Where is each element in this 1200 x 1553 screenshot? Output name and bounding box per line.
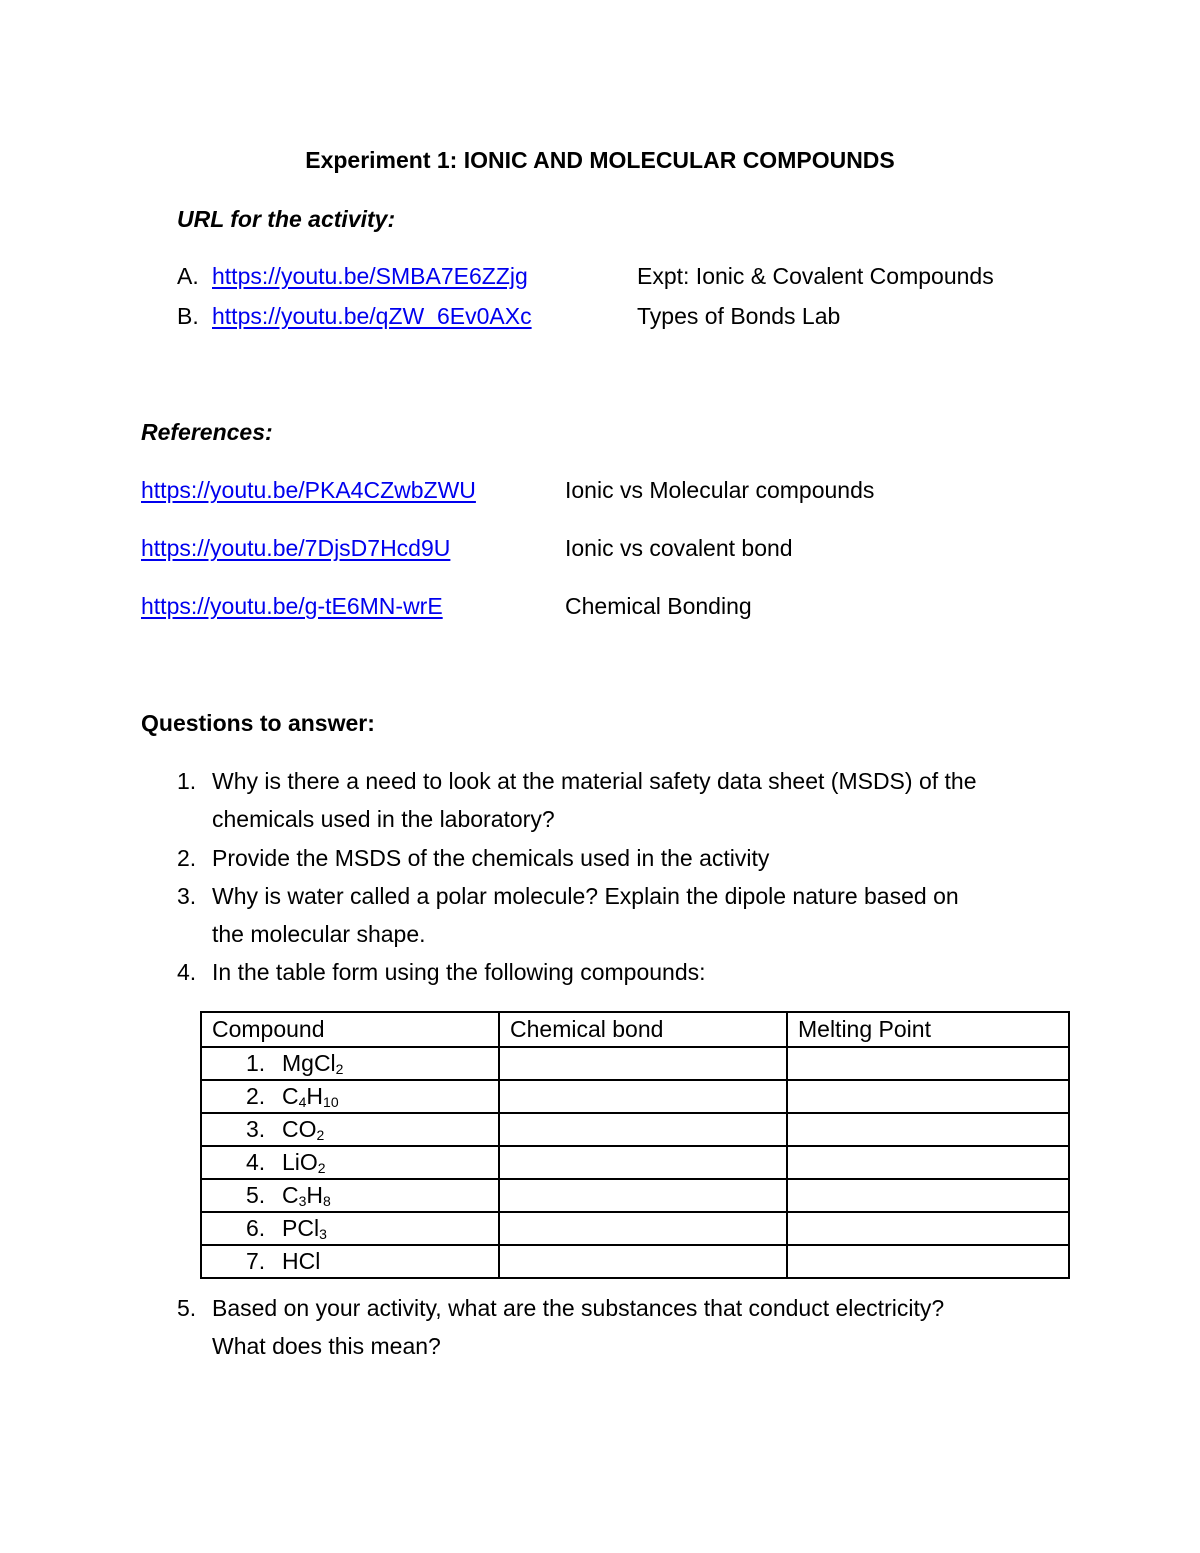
reference-desc-2: Ionic vs covalent bond [565, 535, 793, 561]
formula-subscript: 10 [323, 1094, 339, 1110]
question-4-line-1: In the table form using the following compounds: [212, 959, 706, 985]
compound-number: 4. [246, 1149, 266, 1175]
activity-marker-b: B. [177, 303, 199, 329]
activity-link-b[interactable]: https://youtu.be/qZW_6Ev0AXc [212, 303, 532, 329]
compound-number: 6. [246, 1215, 266, 1241]
compound-cell [201, 1080, 499, 1113]
table-row [201, 1146, 1069, 1179]
table-row [201, 1080, 1069, 1113]
compound-number: 3. [246, 1116, 266, 1142]
compound-number: 1. [246, 1050, 266, 1076]
question-3-line-1: Why is water called a polar molecule? Explain the dipole nature based on [212, 883, 959, 909]
question-5-line-1: Based on your activity, what are the substances that conduct electricity? [212, 1295, 945, 1321]
formula-text: H [306, 1083, 324, 1109]
formula-subscript: 3 [298, 1193, 307, 1209]
reference-desc-3: Chemical Bonding [565, 593, 752, 619]
chemical-bond-cell[interactable] [499, 1113, 787, 1146]
page-title: Experiment 1: IONIC AND MOLECULAR COMPOUNDS [305, 147, 895, 173]
compound-cell [201, 1179, 499, 1212]
compound-number: 7. [246, 1248, 266, 1274]
reference-link-1[interactable]: https://youtu.be/PKA4CZwbZWU [141, 477, 476, 503]
question-4-number: 4. [177, 959, 197, 985]
activity-desc-b: Types of Bonds Lab [637, 303, 841, 329]
melting-point-cell[interactable] [787, 1080, 1069, 1113]
formula-text: MgCl [282, 1050, 336, 1076]
melting-point-cell[interactable] [787, 1047, 1069, 1080]
formula-text: PCl [282, 1215, 320, 1241]
activity-link-a[interactable]: https://youtu.be/SMBA7E6ZZjg [212, 263, 528, 289]
chemical-bond-cell[interactable] [499, 1179, 787, 1212]
column-header-compound: Compound [201, 1012, 499, 1047]
compounds-table [200, 1011, 1070, 1279]
formula-text: C [282, 1083, 299, 1109]
compound-cell [201, 1245, 499, 1278]
compound-cell [201, 1212, 499, 1245]
activity-marker-a: A. [177, 263, 199, 289]
table-header-row [201, 1012, 1069, 1047]
formula-subscript: 3 [319, 1226, 327, 1242]
chemical-bond-cell[interactable] [499, 1080, 787, 1113]
compound-cell [201, 1113, 499, 1146]
formula-text: HCl [282, 1248, 321, 1274]
table-row [201, 1245, 1069, 1278]
activity-desc-a: Expt: Ionic & Covalent Compounds [637, 263, 994, 289]
formula-subscript: 2 [316, 1127, 325, 1143]
formula-text: LiO [282, 1149, 318, 1175]
question-2-line-1: Provide the MSDS of the chemicals used in the activity [212, 845, 770, 871]
question-3-number: 3. [177, 883, 197, 909]
chemical-bond-cell[interactable] [499, 1212, 787, 1245]
formula-text: CO [282, 1116, 317, 1142]
chemical-bond-cell[interactable] [499, 1146, 787, 1179]
chemical-bond-cell[interactable] [499, 1245, 787, 1278]
question-5-line-2: What does this mean? [212, 1333, 441, 1359]
question-1-number: 1. [177, 768, 197, 794]
questions-heading: Questions to answer: [141, 710, 375, 736]
compound-number: 2. [246, 1083, 266, 1109]
column-header-melting-point: Melting Point [787, 1012, 1069, 1047]
melting-point-cell[interactable] [787, 1245, 1069, 1278]
formula-text: H [306, 1182, 324, 1208]
question-2-number: 2. [177, 845, 197, 871]
formula-subscript: 2 [317, 1160, 326, 1176]
activity-heading: URL for the activity: [177, 206, 396, 232]
chemical-bond-cell[interactable] [499, 1047, 787, 1080]
formula-subscript: 4 [298, 1094, 307, 1110]
reference-link-2[interactable]: https://youtu.be/7DjsD7Hcd9U [141, 535, 451, 561]
reference-link-3[interactable]: https://youtu.be/g-tE6MN-wrE [141, 593, 443, 619]
reference-desc-1: Ionic vs Molecular compounds [565, 477, 875, 503]
table-row [201, 1047, 1069, 1080]
question-1-line-1: Why is there a need to look at the material safety data sheet (MSDS) of the [212, 768, 977, 794]
melting-point-cell[interactable] [787, 1179, 1069, 1212]
compound-cell [201, 1047, 499, 1080]
formula-subscript: 2 [335, 1061, 344, 1077]
formula-subscript: 8 [323, 1193, 331, 1209]
column-header-chemical-bond: Chemical bond [499, 1012, 787, 1047]
table-row [201, 1212, 1069, 1245]
question-1-line-2: chemicals used in the laboratory? [212, 806, 555, 832]
melting-point-cell[interactable] [787, 1113, 1069, 1146]
formula-text: C [282, 1182, 299, 1208]
melting-point-cell[interactable] [787, 1146, 1069, 1179]
question-3-line-2: the molecular shape. [212, 921, 426, 947]
table-row [201, 1179, 1069, 1212]
question-5-number: 5. [177, 1295, 197, 1321]
compound-number: 5. [246, 1182, 266, 1208]
references-heading: References: [141, 419, 273, 445]
compound-cell [201, 1146, 499, 1179]
melting-point-cell[interactable] [787, 1212, 1069, 1245]
table-row [201, 1113, 1069, 1146]
